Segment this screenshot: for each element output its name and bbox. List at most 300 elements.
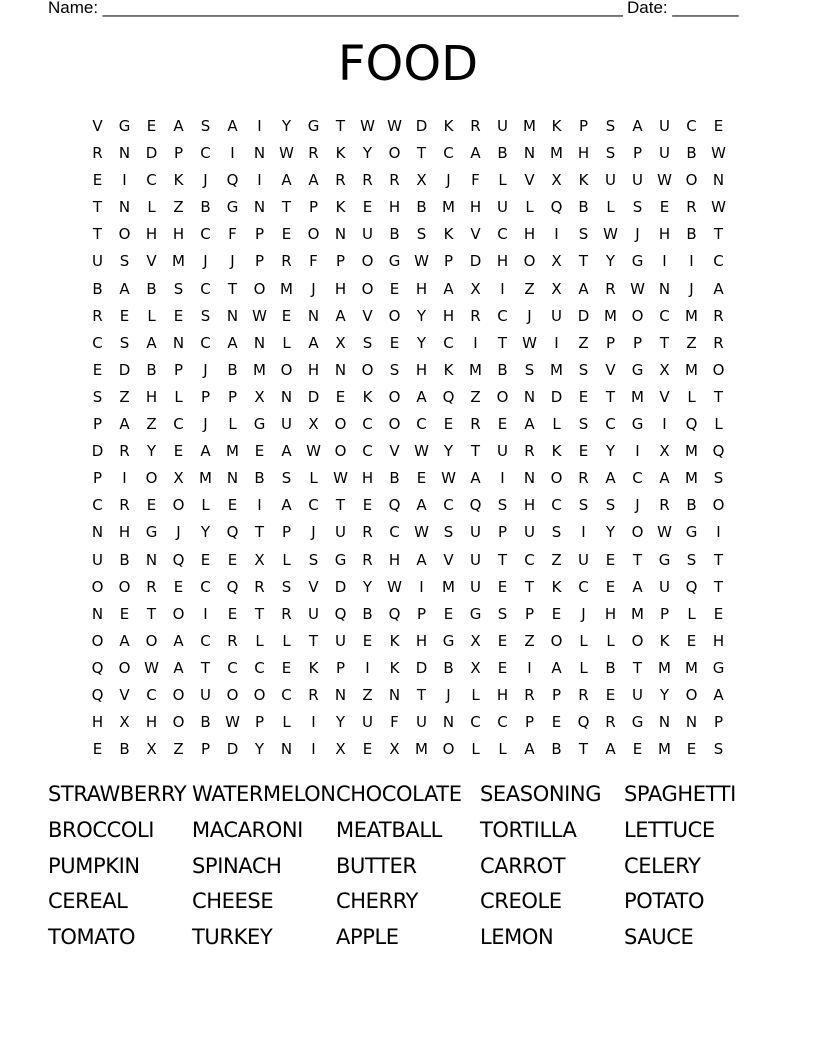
grid-letter[interactable]: L xyxy=(282,333,291,352)
grid-letter[interactable]: B xyxy=(578,198,589,217)
grid-letter[interactable]: E xyxy=(389,279,400,298)
grid-letter[interactable]: A xyxy=(443,279,454,298)
grid-letter[interactable]: E xyxy=(362,198,373,217)
grid-letter[interactable]: D xyxy=(415,658,428,677)
grid-letter[interactable]: L xyxy=(147,198,156,217)
grid-letter[interactable]: A xyxy=(146,333,157,352)
grid-letter[interactable]: U xyxy=(200,685,211,704)
grid-letter[interactable]: Z xyxy=(362,685,373,704)
grid-letter[interactable]: X xyxy=(551,279,562,298)
grid-letter[interactable]: Y xyxy=(605,442,616,461)
grid-letter[interactable]: U xyxy=(92,550,103,569)
grid-letter[interactable]: M xyxy=(280,279,293,298)
grid-letter[interactable]: C xyxy=(200,279,211,298)
grid-letter[interactable]: P xyxy=(443,252,454,271)
grid-letter[interactable]: A xyxy=(308,171,319,190)
grid-letter[interactable]: P xyxy=(605,333,616,352)
grid-letter[interactable]: O xyxy=(631,631,644,650)
grid-letter[interactable]: E xyxy=(173,306,184,325)
grid-letter[interactable]: Z xyxy=(146,415,157,434)
grid-letter[interactable]: O xyxy=(172,685,185,704)
grid-letter[interactable]: M xyxy=(226,442,239,461)
grid-letter[interactable]: H xyxy=(145,713,158,732)
grid-letter[interactable]: U xyxy=(362,713,373,732)
grid-letter[interactable]: U xyxy=(308,604,319,623)
grid-letter[interactable]: Y xyxy=(200,523,211,542)
grid-letter[interactable]: H xyxy=(523,225,536,244)
grid-letter[interactable]: Q xyxy=(550,198,563,217)
grid-letter[interactable]: I xyxy=(581,523,586,542)
grid-letter[interactable]: U xyxy=(578,550,589,569)
grid-letter[interactable]: P xyxy=(254,225,265,244)
grid-letter[interactable]: K xyxy=(578,171,589,190)
grid-letter[interactable]: N xyxy=(334,685,347,704)
grid-letter[interactable]: E xyxy=(686,740,697,759)
grid-letter[interactable]: P xyxy=(92,469,103,488)
grid-letter[interactable]: T xyxy=(632,550,643,569)
grid-letter[interactable]: O xyxy=(496,387,509,406)
grid-letter[interactable]: U xyxy=(362,225,373,244)
grid-letter[interactable]: R xyxy=(686,198,697,217)
grid-letter[interactable]: S xyxy=(497,604,508,623)
grid-letter[interactable]: F xyxy=(228,225,237,244)
grid-letter[interactable]: D xyxy=(577,306,590,325)
grid-letter[interactable]: N xyxy=(145,550,158,569)
grid-letter[interactable]: W xyxy=(441,469,456,488)
grid-letter[interactable]: A xyxy=(119,631,130,650)
grid-letter[interactable]: O xyxy=(361,279,374,298)
grid-letter[interactable]: S xyxy=(605,496,616,515)
grid-letter[interactable]: U xyxy=(416,713,427,732)
grid-letter[interactable]: R xyxy=(605,713,616,732)
grid-letter[interactable]: U xyxy=(632,171,643,190)
grid-letter[interactable]: C xyxy=(578,577,589,596)
grid-letter[interactable]: M xyxy=(658,740,671,759)
grid-letter[interactable]: E xyxy=(713,604,724,623)
grid-letter[interactable]: W xyxy=(333,469,348,488)
grid-letter[interactable]: C xyxy=(497,225,508,244)
grid-letter[interactable]: A xyxy=(659,469,670,488)
grid-letter[interactable]: M xyxy=(442,577,455,596)
grid-letter[interactable]: E xyxy=(605,685,616,704)
grid-letter[interactable]: T xyxy=(92,198,103,217)
grid-letter[interactable]: M xyxy=(469,360,482,379)
grid-letter[interactable]: M xyxy=(604,306,617,325)
grid-letter[interactable]: B xyxy=(686,144,697,163)
grid-letter[interactable]: J xyxy=(446,171,451,190)
grid-letter[interactable]: A xyxy=(227,117,238,135)
grid-letter[interactable]: Y xyxy=(146,442,157,461)
grid-letter[interactable]: Y xyxy=(335,713,346,732)
grid-letter[interactable]: Q xyxy=(577,713,590,732)
grid-letter[interactable]: R xyxy=(362,523,373,542)
grid-letter[interactable]: S xyxy=(605,144,616,163)
grid-letter[interactable]: Y xyxy=(362,144,373,163)
grid-letter[interactable]: Q xyxy=(388,604,401,623)
grid-letter[interactable]: A xyxy=(119,279,130,298)
grid-letter[interactable]: G xyxy=(631,415,644,434)
grid-letter[interactable]: J xyxy=(176,523,181,542)
grid-letter[interactable]: T xyxy=(416,685,427,704)
grid-letter[interactable]: C xyxy=(686,117,697,135)
grid-letter[interactable]: W xyxy=(279,144,294,163)
grid-letter[interactable]: L xyxy=(471,740,480,759)
grid-letter[interactable]: E xyxy=(443,604,454,623)
grid-letter[interactable]: E xyxy=(497,631,508,650)
grid-letter[interactable]: R xyxy=(659,496,670,515)
grid-letter[interactable]: X xyxy=(416,171,427,190)
grid-letter[interactable]: O xyxy=(172,604,185,623)
grid-letter[interactable]: I xyxy=(662,252,667,271)
grid-letter[interactable]: L xyxy=(498,740,507,759)
grid-letter[interactable]: A xyxy=(308,333,319,352)
grid-letter[interactable]: S xyxy=(551,523,562,542)
grid-letter[interactable]: S xyxy=(119,252,130,271)
grid-letter[interactable]: P xyxy=(92,415,103,434)
grid-letter[interactable]: D xyxy=(415,117,428,135)
grid-letter[interactable]: O xyxy=(388,144,401,163)
grid-letter[interactable]: T xyxy=(281,198,292,217)
grid-letter[interactable]: D xyxy=(118,360,131,379)
grid-letter[interactable]: P xyxy=(254,713,265,732)
grid-letter[interactable]: U xyxy=(551,306,562,325)
grid-letter[interactable]: T xyxy=(146,604,157,623)
grid-letter[interactable]: P xyxy=(200,387,211,406)
grid-letter[interactable]: R xyxy=(389,171,400,190)
grid-letter[interactable]: I xyxy=(311,740,316,759)
grid-letter[interactable]: A xyxy=(416,496,427,515)
grid-letter[interactable]: A xyxy=(173,658,184,677)
grid-letter[interactable]: O xyxy=(361,360,374,379)
grid-letter[interactable]: J xyxy=(311,523,316,542)
grid-letter[interactable]: C xyxy=(659,306,670,325)
grid-letter[interactable]: N xyxy=(118,144,131,163)
grid-letter[interactable]: R xyxy=(146,577,157,596)
grid-letter[interactable]: E xyxy=(416,469,427,488)
grid-letter[interactable]: Z xyxy=(524,279,535,298)
grid-letter[interactable]: I xyxy=(122,171,127,190)
grid-letter[interactable]: S xyxy=(200,117,211,135)
grid-letter[interactable]: T xyxy=(92,225,103,244)
grid-letter[interactable]: C xyxy=(443,496,454,515)
grid-letter[interactable]: B xyxy=(362,604,373,623)
grid-letter[interactable]: N xyxy=(118,198,131,217)
grid-letter[interactable]: R xyxy=(470,117,481,135)
grid-letter[interactable]: K xyxy=(443,225,454,244)
grid-letter[interactable]: I xyxy=(500,469,505,488)
grid-letter[interactable]: W xyxy=(414,252,429,271)
grid-letter[interactable]: L xyxy=(579,631,588,650)
grid-letter[interactable]: C xyxy=(416,415,427,434)
grid-letter[interactable]: H xyxy=(469,198,482,217)
grid-letter[interactable]: E xyxy=(227,496,238,515)
grid-letter[interactable]: B xyxy=(146,279,157,298)
grid-letter[interactable]: R xyxy=(470,306,481,325)
grid-letter[interactable]: B xyxy=(551,740,562,759)
grid-letter[interactable]: A xyxy=(632,117,643,135)
grid-letter[interactable]: C xyxy=(281,685,292,704)
grid-letter[interactable]: I xyxy=(689,252,694,271)
grid-letter[interactable]: X xyxy=(308,415,319,434)
grid-letter[interactable]: C xyxy=(497,713,508,732)
grid-letter[interactable]: P xyxy=(524,713,535,732)
grid-letter[interactable]: G xyxy=(388,252,401,271)
grid-letter[interactable]: Z xyxy=(173,740,184,759)
grid-letter[interactable]: P xyxy=(173,360,184,379)
grid-letter[interactable]: W xyxy=(657,171,672,190)
grid-letter[interactable]: A xyxy=(578,279,589,298)
grid-letter[interactable]: H xyxy=(307,360,320,379)
grid-letter[interactable]: S xyxy=(578,225,589,244)
grid-letter[interactable]: T xyxy=(605,387,616,406)
grid-letter[interactable]: Z xyxy=(524,631,535,650)
grid-letter[interactable]: U xyxy=(659,117,670,135)
grid-letter[interactable]: B xyxy=(200,713,211,732)
grid-letter[interactable]: T xyxy=(497,333,508,352)
grid-letter[interactable]: P xyxy=(335,252,346,271)
grid-letter[interactable]: C xyxy=(713,252,724,271)
grid-letter[interactable]: D xyxy=(334,577,347,596)
grid-letter[interactable]: J xyxy=(635,496,640,515)
grid-letter[interactable]: L xyxy=(147,306,156,325)
grid-letter[interactable]: L xyxy=(309,469,318,488)
grid-letter[interactable]: H xyxy=(577,144,590,163)
grid-letter[interactable]: D xyxy=(91,442,104,461)
grid-letter[interactable]: Z xyxy=(686,333,697,352)
grid-letter[interactable]: I xyxy=(662,415,667,434)
grid-letter[interactable]: H xyxy=(388,550,401,569)
grid-letter[interactable]: P xyxy=(578,117,589,135)
grid-letter[interactable]: L xyxy=(498,171,507,190)
grid-letter[interactable]: N xyxy=(226,306,239,325)
grid-letter[interactable]: R xyxy=(119,442,130,461)
grid-letter[interactable]: P xyxy=(551,685,562,704)
grid-letter[interactable]: W xyxy=(414,523,429,542)
grid-letter[interactable]: A xyxy=(281,171,292,190)
grid-letter[interactable]: C xyxy=(92,496,103,515)
grid-letter[interactable]: O xyxy=(388,306,401,325)
grid-letter[interactable]: C xyxy=(146,685,157,704)
grid-letter[interactable]: F xyxy=(471,171,480,190)
grid-letter[interactable]: B xyxy=(416,198,427,217)
grid-letter[interactable]: E xyxy=(659,198,670,217)
grid-letter[interactable]: C xyxy=(308,496,319,515)
grid-letter[interactable]: L xyxy=(606,198,615,217)
grid-letter[interactable]: B xyxy=(497,360,508,379)
grid-letter[interactable]: B xyxy=(200,198,211,217)
grid-letter[interactable]: E xyxy=(362,496,373,515)
grid-letter[interactable]: G xyxy=(631,360,644,379)
grid-letter[interactable]: Y xyxy=(362,577,373,596)
grid-letter[interactable]: G xyxy=(685,523,698,542)
grid-letter[interactable]: A xyxy=(416,387,427,406)
grid-letter[interactable]: H xyxy=(604,604,617,623)
grid-letter[interactable]: P xyxy=(632,333,643,352)
grid-letter[interactable]: H xyxy=(172,225,185,244)
grid-letter[interactable]: R xyxy=(92,144,103,163)
grid-letter[interactable]: O xyxy=(253,279,266,298)
grid-letter[interactable]: J xyxy=(203,171,208,190)
grid-letter[interactable]: W xyxy=(360,117,375,135)
grid-letter[interactable]: Q xyxy=(442,387,455,406)
grid-letter[interactable]: G xyxy=(307,117,320,135)
grid-letter[interactable]: G xyxy=(469,604,482,623)
grid-letter[interactable]: E xyxy=(92,740,103,759)
grid-letter[interactable]: C xyxy=(200,225,211,244)
grid-letter[interactable]: D xyxy=(307,387,320,406)
grid-letter[interactable]: N xyxy=(442,713,455,732)
grid-letter[interactable]: B xyxy=(146,360,157,379)
grid-letter[interactable]: A xyxy=(470,144,481,163)
grid-letter[interactable]: H xyxy=(658,225,671,244)
grid-letter[interactable]: G xyxy=(145,523,158,542)
grid-letter[interactable]: M xyxy=(631,604,644,623)
grid-letter[interactable]: C xyxy=(200,577,211,596)
grid-letter[interactable]: R xyxy=(524,685,535,704)
grid-letter[interactable]: G xyxy=(658,550,671,569)
grid-letter[interactable]: C xyxy=(443,333,454,352)
grid-letter[interactable]: U xyxy=(281,415,292,434)
grid-letter[interactable]: K xyxy=(443,117,454,135)
grid-letter[interactable]: N xyxy=(523,387,536,406)
grid-letter[interactable]: K xyxy=(362,387,373,406)
grid-letter[interactable]: N xyxy=(226,469,239,488)
grid-letter[interactable]: M xyxy=(415,740,428,759)
grid-letter[interactable]: H xyxy=(442,306,455,325)
grid-letter[interactable]: L xyxy=(687,387,696,406)
grid-letter[interactable]: J xyxy=(527,306,532,325)
grid-letter[interactable]: Q xyxy=(226,523,239,542)
grid-letter[interactable]: N xyxy=(91,523,104,542)
grid-letter[interactable]: L xyxy=(525,198,534,217)
grid-letter[interactable]: P xyxy=(416,604,427,623)
grid-letter[interactable]: W xyxy=(414,442,429,461)
grid-letter[interactable]: W xyxy=(711,198,726,217)
grid-letter[interactable]: N xyxy=(307,306,320,325)
grid-letter[interactable]: O xyxy=(685,685,698,704)
grid-letter[interactable]: H xyxy=(361,469,374,488)
grid-letter[interactable]: M xyxy=(685,469,698,488)
grid-letter[interactable]: M xyxy=(550,144,563,163)
grid-letter[interactable]: R xyxy=(578,469,589,488)
grid-letter[interactable]: M xyxy=(631,387,644,406)
grid-letter[interactable]: J xyxy=(203,360,208,379)
grid-letter[interactable]: O xyxy=(253,685,266,704)
grid-letter[interactable]: I xyxy=(257,171,262,190)
grid-letter[interactable]: M xyxy=(442,198,455,217)
grid-letter[interactable]: O xyxy=(685,171,698,190)
grid-letter[interactable]: G xyxy=(442,631,455,650)
grid-letter[interactable]: O xyxy=(712,496,725,515)
grid-letter[interactable]: M xyxy=(253,360,266,379)
grid-letter[interactable]: E xyxy=(254,442,265,461)
grid-letter[interactable]: B xyxy=(119,550,130,569)
grid-letter[interactable]: T xyxy=(578,740,589,759)
grid-letter[interactable]: M xyxy=(199,469,212,488)
grid-letter[interactable]: H xyxy=(496,685,509,704)
grid-letter[interactable]: I xyxy=(257,496,262,515)
grid-letter[interactable]: A xyxy=(335,306,346,325)
grid-letter[interactable]: X xyxy=(551,252,562,271)
grid-letter[interactable]: M xyxy=(685,442,698,461)
grid-letter[interactable]: W xyxy=(711,144,726,163)
grid-letter[interactable]: R xyxy=(227,631,238,650)
grid-letter[interactable]: B xyxy=(254,469,265,488)
grid-letter[interactable]: V xyxy=(605,360,616,379)
grid-letter[interactable]: O xyxy=(442,740,455,759)
grid-letter[interactable]: O xyxy=(172,496,185,515)
grid-letter[interactable]: B xyxy=(686,496,697,515)
grid-letter[interactable]: O xyxy=(118,658,131,677)
grid-letter[interactable]: G xyxy=(631,252,644,271)
grid-letter[interactable]: L xyxy=(687,604,696,623)
grid-letter[interactable]: I xyxy=(257,117,262,135)
grid-letter[interactable]: B xyxy=(119,740,130,759)
grid-letter[interactable]: X xyxy=(659,442,670,461)
grid-letter[interactable]: L xyxy=(282,713,291,732)
grid-letter[interactable]: S xyxy=(605,117,616,135)
grid-letter[interactable]: C xyxy=(389,523,400,542)
grid-letter[interactable]: O xyxy=(145,631,158,650)
grid-letter[interactable]: M xyxy=(523,117,536,135)
grid-letter[interactable]: I xyxy=(554,333,559,352)
grid-letter[interactable]: O xyxy=(631,306,644,325)
grid-letter[interactable]: R xyxy=(470,415,481,434)
grid-letter[interactable]: E xyxy=(281,225,292,244)
grid-letter[interactable]: Q xyxy=(388,496,401,515)
grid-letter[interactable]: M xyxy=(658,658,671,677)
grid-letter[interactable]: E xyxy=(92,171,103,190)
grid-letter[interactable]: Y xyxy=(254,740,265,759)
grid-letter[interactable]: C xyxy=(200,144,211,163)
grid-letter[interactable]: K xyxy=(308,658,319,677)
grid-letter[interactable]: R xyxy=(254,577,265,596)
grid-letter[interactable]: X xyxy=(659,360,670,379)
grid-letter[interactable]: H xyxy=(334,279,347,298)
grid-letter[interactable]: B xyxy=(227,360,238,379)
grid-letter[interactable]: Z xyxy=(578,333,589,352)
grid-letter[interactable]: H xyxy=(91,713,104,732)
grid-letter[interactable]: E xyxy=(227,604,238,623)
grid-letter[interactable]: E xyxy=(443,415,454,434)
grid-letter[interactable]: I xyxy=(554,225,559,244)
grid-letter[interactable]: T xyxy=(254,604,265,623)
grid-letter[interactable]: H xyxy=(145,387,158,406)
grid-letter[interactable]: Q xyxy=(469,496,482,515)
grid-letter[interactable]: T xyxy=(200,658,211,677)
grid-letter[interactable]: E xyxy=(578,442,589,461)
grid-letter[interactable]: V xyxy=(119,685,130,704)
grid-letter[interactable]: E xyxy=(173,442,184,461)
grid-letter[interactable]: R xyxy=(605,279,616,298)
grid-letter[interactable]: D xyxy=(226,740,239,759)
grid-letter[interactable]: X xyxy=(389,740,400,759)
grid-letter[interactable]: Q xyxy=(712,442,725,461)
grid-letter[interactable]: T xyxy=(578,252,589,271)
grid-letter[interactable]: C xyxy=(92,333,103,352)
grid-letter[interactable]: N xyxy=(253,198,266,217)
grid-letter[interactable]: L xyxy=(552,415,561,434)
grid-letter[interactable]: N xyxy=(712,171,725,190)
grid-letter[interactable]: C xyxy=(632,469,643,488)
grid-letter[interactable]: G xyxy=(253,415,266,434)
grid-letter[interactable]: S xyxy=(119,333,130,352)
grid-letter[interactable]: R xyxy=(578,685,589,704)
grid-letter[interactable]: O xyxy=(91,577,104,596)
grid-letter[interactable]: G xyxy=(334,550,347,569)
grid-letter[interactable]: B xyxy=(389,225,400,244)
grid-letter[interactable]: W xyxy=(387,117,402,135)
